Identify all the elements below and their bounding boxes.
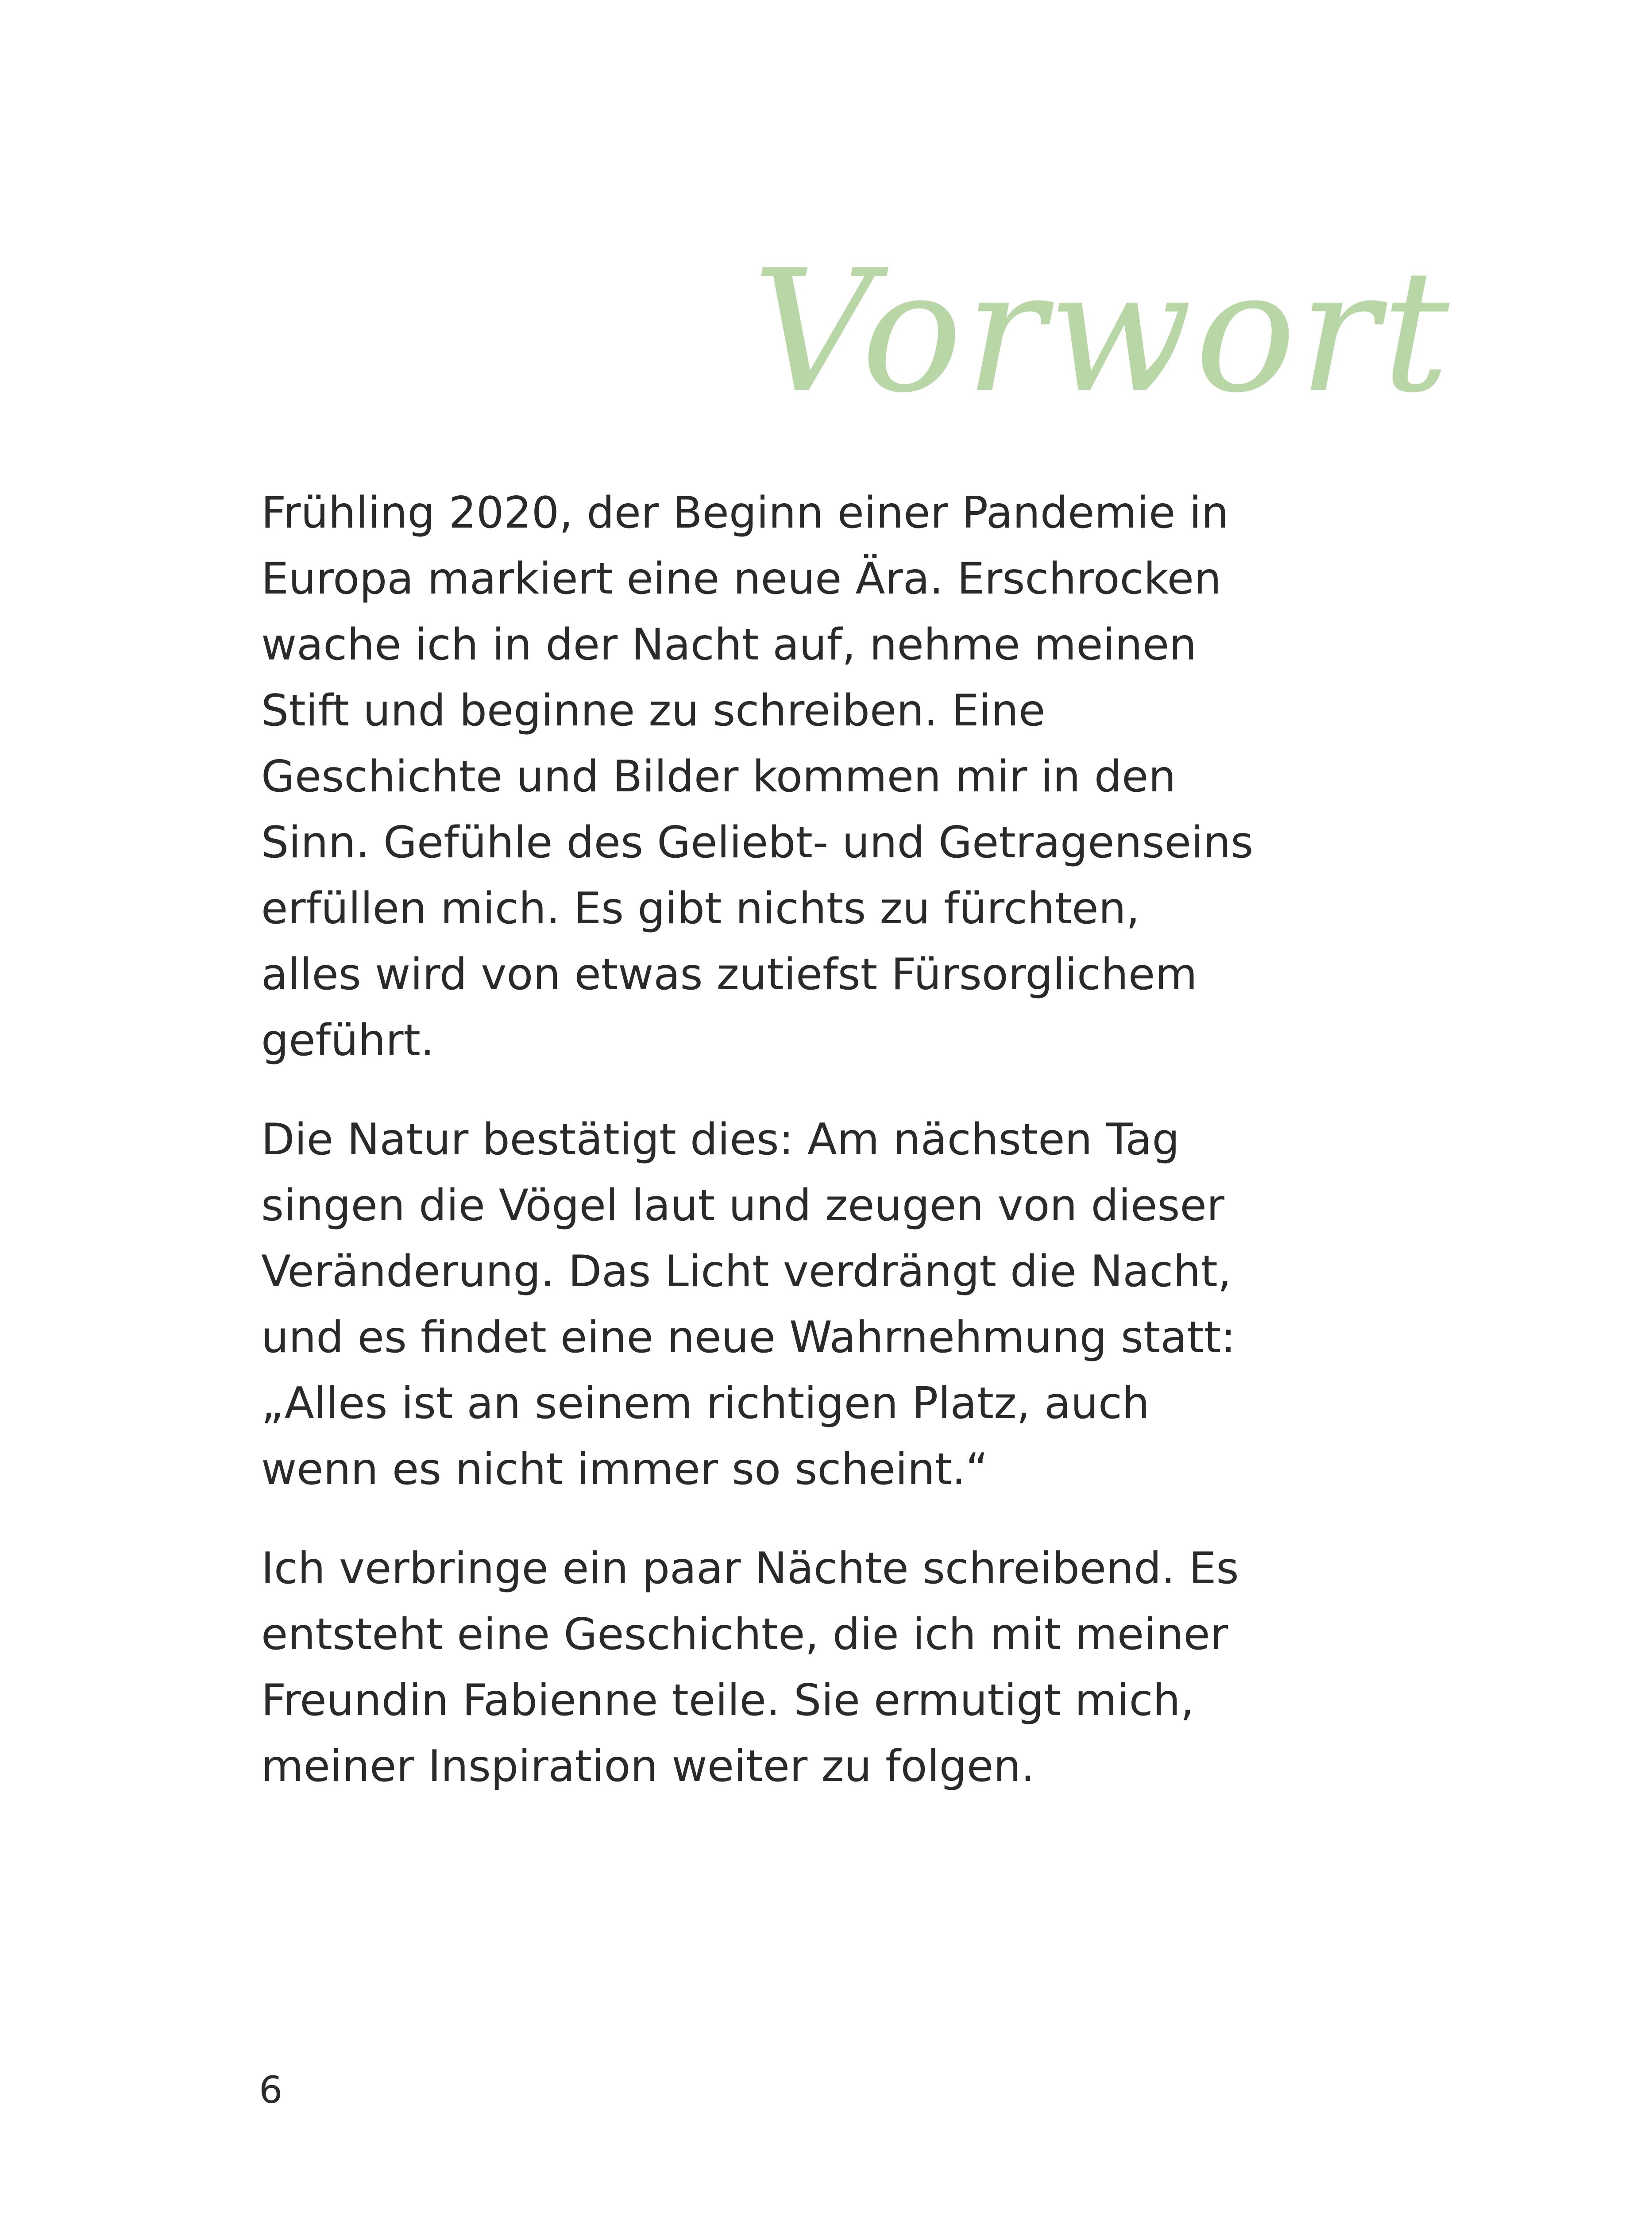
text-line: alles wird von etwas zutiefst Fürsorglichem (261, 949, 1197, 1000)
text-line: Veränderung. Das Licht verdrängt die Nacht, (261, 1246, 1231, 1297)
text-line: meiner Inspiration weiter zu folgen. (261, 1741, 1035, 1792)
body-text (261, 480, 1341, 1833)
text-line: und es findet eine neue Wahrnehmung statt: (261, 1312, 1236, 1363)
text-line: geführt. (261, 1015, 435, 1066)
text-line: Europa markiert eine neue Ära. Erschrocken (261, 554, 1222, 604)
text-line: singen die Vögel laut und zeugen von dieser (261, 1180, 1225, 1231)
page-title: Vorwort (753, 234, 1452, 430)
text-line: wenn es nicht immer so scheint.“ (261, 1444, 988, 1495)
text-line: Frühling 2020, der Beginn einer Pandemie in (261, 488, 1229, 538)
text-line: Ich verbringe ein paar Nächte schreibend. Es (261, 1543, 1239, 1594)
page-number: 6 (259, 2068, 283, 2112)
text-line: Geschichte und Bilder kommen mir in den (261, 752, 1176, 802)
paragraph-3 (261, 1536, 1341, 1800)
text-line: Die Natur bestätigt dies: Am nächsten Tag (261, 1114, 1180, 1165)
text-line: entsteht eine Geschichte, die ich mit meiner (261, 1609, 1228, 1660)
paragraph-2 (261, 1107, 1341, 1503)
text-line: Sinn. Gefühle des Geliebt- und Getragenseins (261, 817, 1254, 868)
text-line: Freundin Fabienne teile. Sie ermutigt mich, (261, 1675, 1194, 1726)
text-line: erfüllen mich. Es gibt nichts zu fürchten, (261, 883, 1140, 934)
text-line: „Alles ist an seinem richtigen Platz, auch (261, 1378, 1150, 1429)
text-line: wache ich in der Nacht auf, nehme meinen (261, 620, 1197, 670)
text-line: Stift und beginne zu schreiben. Eine (261, 686, 1046, 736)
paragraph-1 (261, 480, 1341, 1074)
